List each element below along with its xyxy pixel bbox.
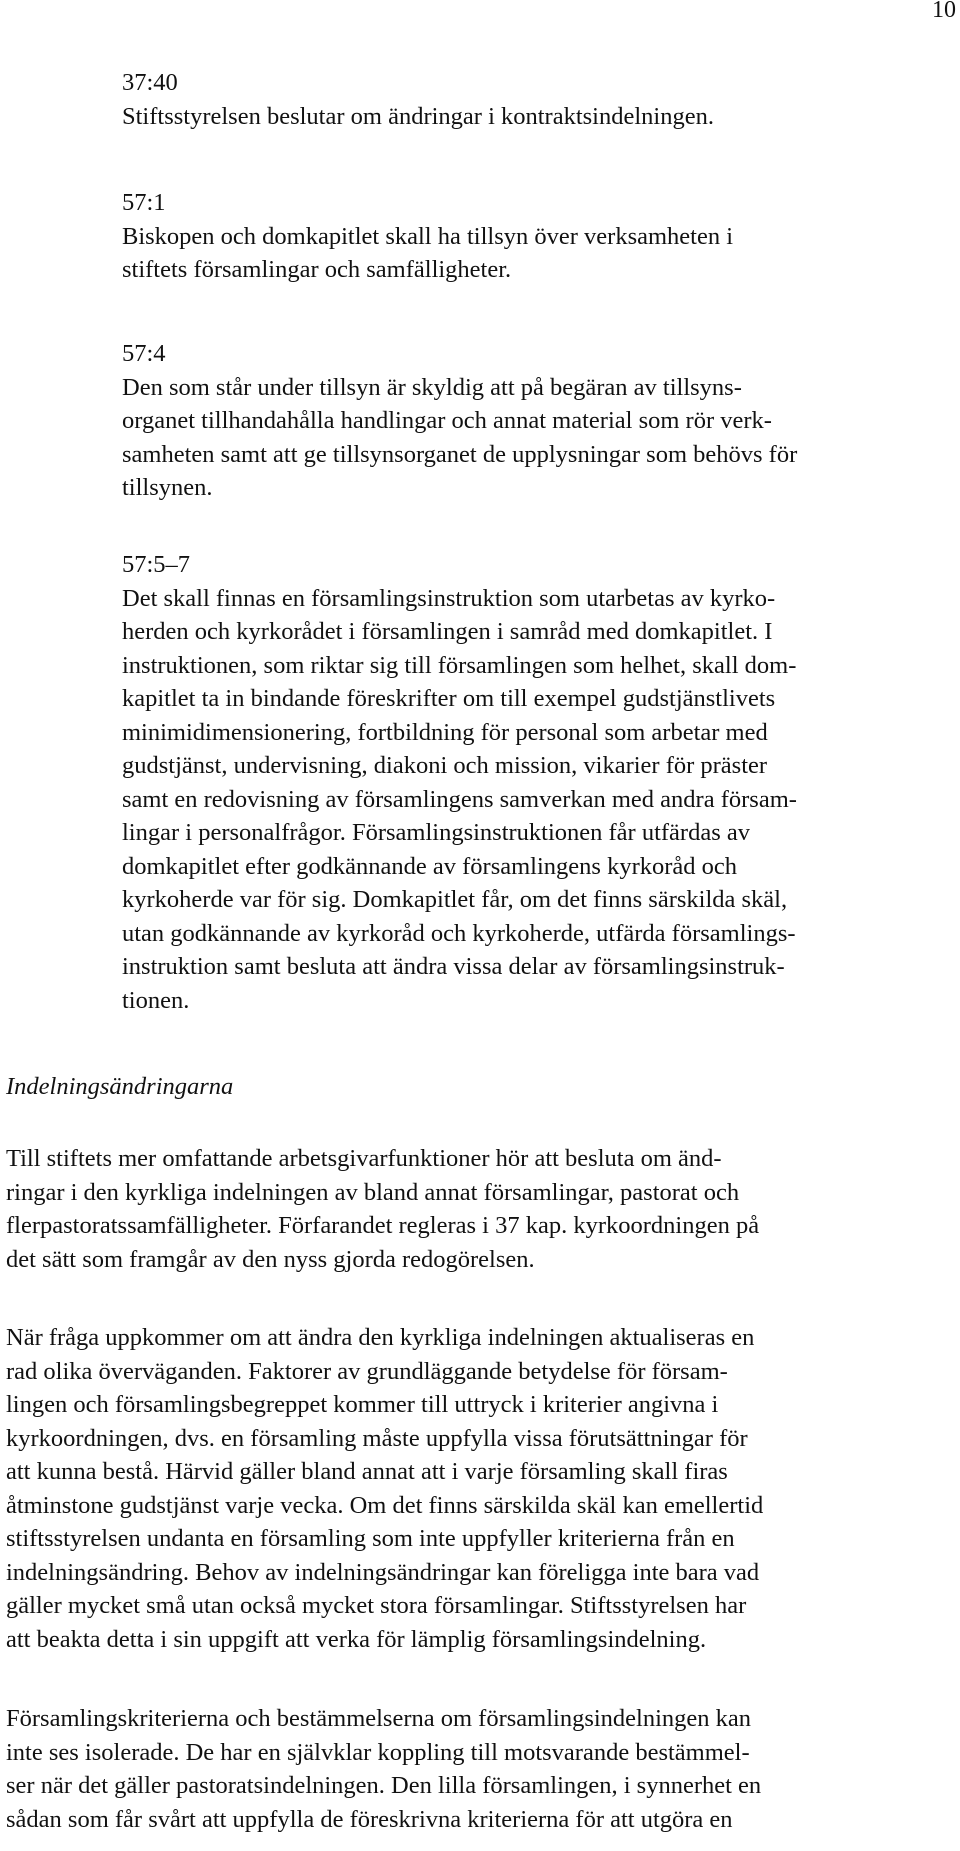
quote-ref: 57:1 (122, 189, 166, 216)
paragraph-line: gäller mycket små utan också mycket stora församlingar. Stiftsstyrelsen har (6, 1592, 747, 1619)
paragraph-line: lingen och församlingsbegreppet kommer till uttryck i kriterier angivna i (6, 1391, 719, 1418)
quote-line: kyrkoherde var för sig. Domkapitlet får, om det finns särskilda skäl, (122, 886, 788, 913)
paragraph-line: det sätt som framgår av den nyss gjorda redogörelsen. (6, 1245, 535, 1273)
quote-line: Biskopen och domkapitlet skall ha tillsyn över verksamheten i (122, 222, 734, 250)
quote-line: stiftets församlingar och samfälligheter. (122, 256, 512, 283)
paragraph-line: att kunna bestå. Härvid gäller bland annat att i varje församling skall firas (6, 1458, 728, 1485)
paragraph-line: sådan som får svårt att uppfylla de föreskrivna kriterierna för att utgöra en (6, 1805, 733, 1833)
body-paragraph (6, 1321, 954, 1656)
page-number: 10 (932, 0, 956, 23)
paragraph-line: åtminstone gudstjänst varje vecka. Om det finns särskilda skäl kan emellertid (6, 1491, 764, 1519)
quote-line: Den som står under tillsyn är skyldig att på begäran av tillsyns- (122, 373, 742, 401)
paragraph-line: flerpastoratssamfälligheter. Förfarandet regleras i 37 kap. kyrkoordningen på (6, 1212, 760, 1239)
section-heading: Indelningsändringarna (6, 1073, 234, 1100)
paragraph-line: att beakta detta i sin uppgift att verka för lämplig församlingsindelning. (6, 1625, 707, 1653)
quote-line: instruktion samt besluta att ändra vissa delar av församlingsinstruk- (122, 953, 785, 980)
quote-line: herden och kyrkorådet i församlingen i samråd med domkapitlet. I (122, 618, 773, 645)
quote-ref: 57:5–7 (122, 551, 191, 578)
quote-line: instruktionen, som riktar sig till församlingen som helhet, skall dom- (122, 651, 797, 679)
quote-line: utan godkännande av kyrkoråd och kyrkoherde, utfärda församlings- (122, 919, 796, 947)
paragraph-line: rad olika överväganden. Faktorer av grundläggande betydelse för försam- (6, 1357, 728, 1385)
paragraph-line: Till stiftets mer omfattande arbetsgivarfunktioner hör att besluta om änd- (6, 1145, 722, 1172)
quote-line: tillsynen. (122, 474, 213, 501)
paragraph-line: ser när det gäller pastoratsindelningen. Den lilla församlingen, i synnerhet en (6, 1772, 762, 1799)
quote-line: gudstjänst, undervisning, diakoni och mission, vikarier för präster (122, 752, 768, 779)
paragraph-line: inte ses isolerade. De har en självklar koppling till motsvarande bestämmel- (6, 1738, 750, 1766)
quote-block-57-1 (122, 186, 942, 287)
quote-line: lingar i personalfrågor. Församlingsinstruktionen får utfärdas av (122, 819, 750, 846)
quote-line: kapitlet ta in bindande föreskrifter om till exempel gudstjänstlivets (122, 685, 776, 712)
quote-line: minimidimensionering, fortbildning för personal som arbetar med (122, 718, 768, 746)
quote-block-37-40 (122, 66, 942, 133)
quote-line: tionen. (122, 986, 190, 1014)
quote-ref: 37:40 (122, 69, 178, 96)
quote-line: organet tillhandahålla handlingar och annat material som rör verk- (122, 407, 772, 434)
quote-line: Stiftsstyrelsen beslutar om ändringar i kontraktsindelningen. (122, 102, 714, 130)
quote-block-57-4 (122, 337, 942, 505)
paragraph-line: kyrkoordningen, dvs. en församling måste uppfylla vissa förutsättningar för (6, 1424, 748, 1452)
body-paragraph (6, 1702, 954, 1836)
body-paragraph (6, 1142, 954, 1276)
quote-line: samt en redovisning av församlingens samverkan med andra försam- (122, 785, 797, 813)
quote-line: samheten samt att ge tillsynsorganet de upplysningar som behövs för (122, 440, 798, 468)
paragraph-line: ringar i den kyrkliga indelningen av bland annat församlingar, pastorat och (6, 1178, 740, 1206)
quote-line: domkapitlet efter godkännande av församlingens kyrkoråd och (122, 852, 738, 880)
quote-line: Det skall finnas en församlingsinstruktion som utarbetas av kyrko- (122, 584, 776, 612)
paragraph-line: När fråga uppkommer om att ändra den kyrkliga indelningen aktualiseras en (6, 1324, 755, 1351)
paragraph-line: Församlingskriterierna och bestämmelserna om församlingsindelningen kan (6, 1705, 752, 1732)
paragraph-line: indelningsändring. Behov av indelningsändringar kan föreligga inte bara vad (6, 1558, 760, 1586)
quote-block-57-5-7 (122, 548, 942, 1017)
quote-ref: 57:4 (122, 340, 166, 367)
paragraph-line: stiftsstyrelsen undanta en församling som inte uppfyller kriterierna från en (6, 1525, 735, 1552)
